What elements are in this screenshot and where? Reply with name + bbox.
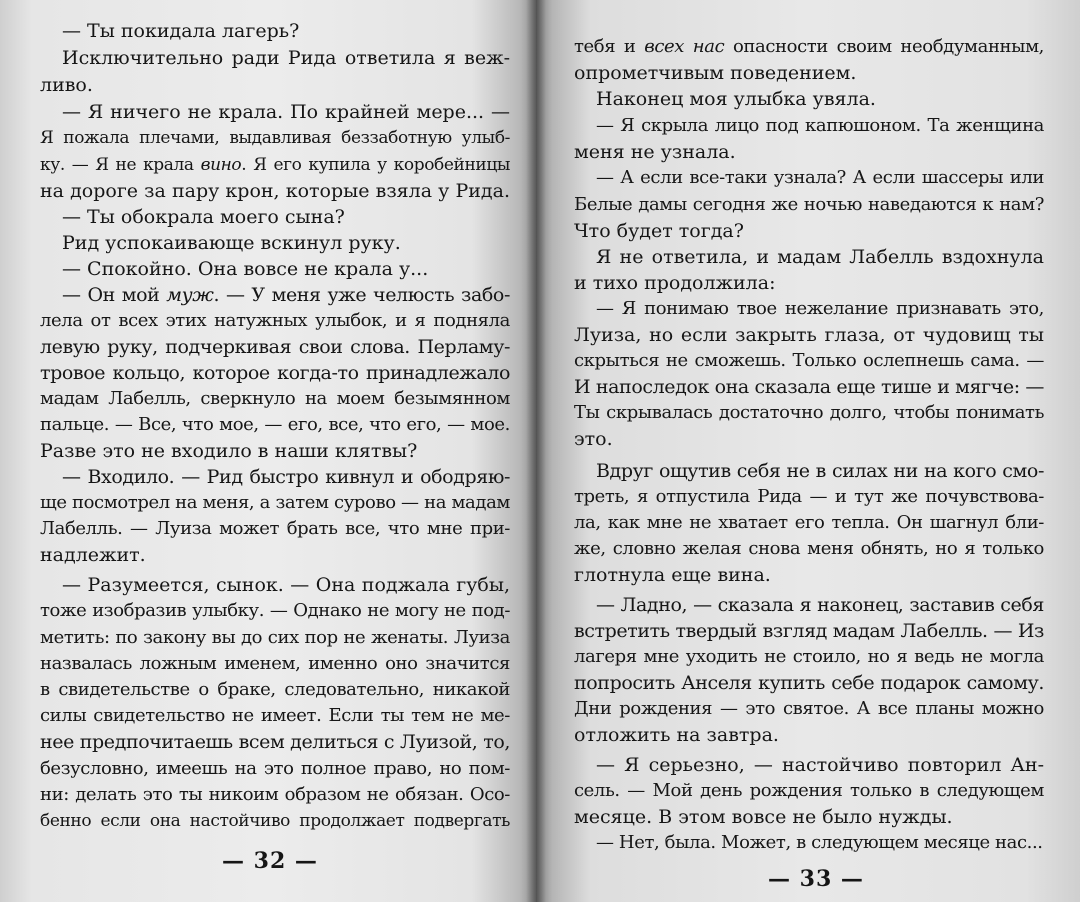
text-line: треть, я отпустила Рида — и тут же почувствова- xyxy=(574,486,1044,507)
text-line: — Ладно, — сказала я наконец, заставив себя xyxy=(596,594,1044,616)
text-line: пальце. — Все, что мое, — его, все, что его, — мое. xyxy=(40,414,510,435)
text-line: Лабелль. — Луиза может брать все, что мне при- xyxy=(40,518,510,539)
text-line: Я не ответила, и мадам Лабелль вздохнула xyxy=(596,246,1044,268)
page-number-right: — 33 — xyxy=(768,866,864,892)
text-line: это. xyxy=(574,428,613,450)
text-line: — Входило. — Рид быстро кивнул и ободряю- xyxy=(62,466,510,488)
text-line: Разве это не входило в наши клятвы? xyxy=(40,440,418,462)
text-line: отложить на завтра. xyxy=(574,724,779,746)
left-page xyxy=(0,0,536,902)
text-line: И напоследок она сказала еще тише и мягче: — xyxy=(574,376,1044,398)
text-line: назвалась ложным именем, именно оно значится xyxy=(40,653,510,674)
text-line: — Спокойно. Она вовсе не крала у... xyxy=(62,258,429,280)
text-line: Дни рождения — это святое. А все планы можно xyxy=(574,698,1044,719)
text-line: глотнула еще вина. xyxy=(574,564,771,586)
text-line: — А если все-таки узнала? А если шассеры или xyxy=(596,167,1044,188)
text-line: встретить твердый взгляд мадам Лабелль. — Из xyxy=(574,620,1044,642)
text-line: лела от всех этих натужных улыбок, и я подняла xyxy=(40,310,510,331)
text-line: левую руку, подчеркивая свои слова. Перламу- xyxy=(40,336,510,358)
text-line: — Я скрыла лицо под капюшоном. Та женщина xyxy=(596,115,1044,136)
text-line: меня не узнала. xyxy=(574,141,736,163)
text-line: скрыться не сможешь. Только ослепнешь сама. — xyxy=(574,350,1044,371)
text-line: нее предпочитаешь всем делиться с Луизой, то, xyxy=(40,731,510,753)
text-line: Белые дамы сегодня же ночью наведаются к нам? xyxy=(574,194,1044,215)
text-line: месяце. В этом вовсе не было нужды. xyxy=(574,806,953,828)
text-line: Я пожала плечами, выдавливая беззаботную улыб- xyxy=(40,128,510,148)
text-line: на дороге за пару крон, которые взяла у Рида. xyxy=(40,180,510,202)
text-line: же, словно желая снова меня обнять, но я только xyxy=(574,538,1044,559)
text-line: ла, как мне не хватает его тепла. Он шагнул бли- xyxy=(574,512,1044,533)
text-line: сель. — Мой день рождения только в следующем xyxy=(574,780,1044,801)
text-line: — Я понимаю твое нежелание признавать это, xyxy=(596,298,1044,319)
text-line: Наконец моя улыбка увяла. xyxy=(596,88,876,110)
text-line: мадам Лабелль, сверкнуло на моем безымянном xyxy=(40,388,510,409)
text-line: Луиза, но если закрыть глаза, от чудовищ ты xyxy=(574,324,1044,346)
text-line: лагеря мне уходить не стоило, но я ведь не могла xyxy=(574,646,1044,667)
text-line: — Он мой муж. — У меня уже челюсть забо- xyxy=(62,284,510,306)
text-line: тоже изобразив улыбку. — Однако не могу не под- xyxy=(40,600,510,621)
right-page xyxy=(536,0,1080,902)
text-line: Что будет тогда? xyxy=(574,220,744,242)
text-line: надлежит. xyxy=(40,544,146,566)
text-line: опрометчивым поведением. xyxy=(574,62,857,84)
text-line: — Я ничего не крала. По крайней мере... — xyxy=(62,101,510,123)
text-line: Исключительно ради Рида ответила я веж- xyxy=(62,47,510,69)
text-line: ку. — Я не крала вино. Я его купила у коробейницы xyxy=(40,155,510,175)
text-line: — Ты обокрала моего сына? xyxy=(62,206,345,228)
text-line: Рид успокаивающе вскинул руку. xyxy=(62,232,401,254)
text-line: метить: по закону вы до сих пор не женаты. Луиза xyxy=(40,627,510,648)
text-line: — Я серьезно, — настойчиво повторил Ан- xyxy=(596,754,1044,776)
text-line: ще посмотрел на меня, а затем сурово — на мадам xyxy=(40,492,510,513)
text-line: ливо. xyxy=(40,74,93,96)
text-line: Вдруг ощутив себя не в силах ни на кого смо- xyxy=(596,460,1044,482)
text-line: — Ты покидала лагерь? xyxy=(62,20,300,42)
text-line: попросить Анселя купить себе подарок самому. xyxy=(574,672,1044,694)
text-line: ни: делать это ты никоим образом не обязан. Осо- xyxy=(40,784,510,805)
book-gutter-shadow xyxy=(526,0,546,902)
text-line: и тихо продолжила: xyxy=(574,272,776,294)
text-line: тебя и всех нас опасности своим необдуманным, xyxy=(574,36,1044,57)
page-number-left: — 32 — xyxy=(222,848,318,874)
text-line: тровое кольцо, которое когда-то принадлежало xyxy=(40,362,510,384)
text-line: силы свидетельство не имеет. Если ты тем не ме- xyxy=(40,705,510,726)
text-line: в свидетельстве о браке, следовательно, никакой xyxy=(40,679,510,700)
text-line: — Нет, была. Может, в следующем месяце нас... xyxy=(596,832,1043,853)
text-line: бенно если она настойчиво продолжает подвергать xyxy=(40,811,510,831)
text-line: Ты скрывалась достаточно долго, чтобы понимать xyxy=(574,402,1044,423)
text-line: безусловно, имеешь на это полное право, но пом- xyxy=(40,758,510,779)
text-line: — Разумеется, сынок. — Она поджала губы, xyxy=(62,574,510,596)
